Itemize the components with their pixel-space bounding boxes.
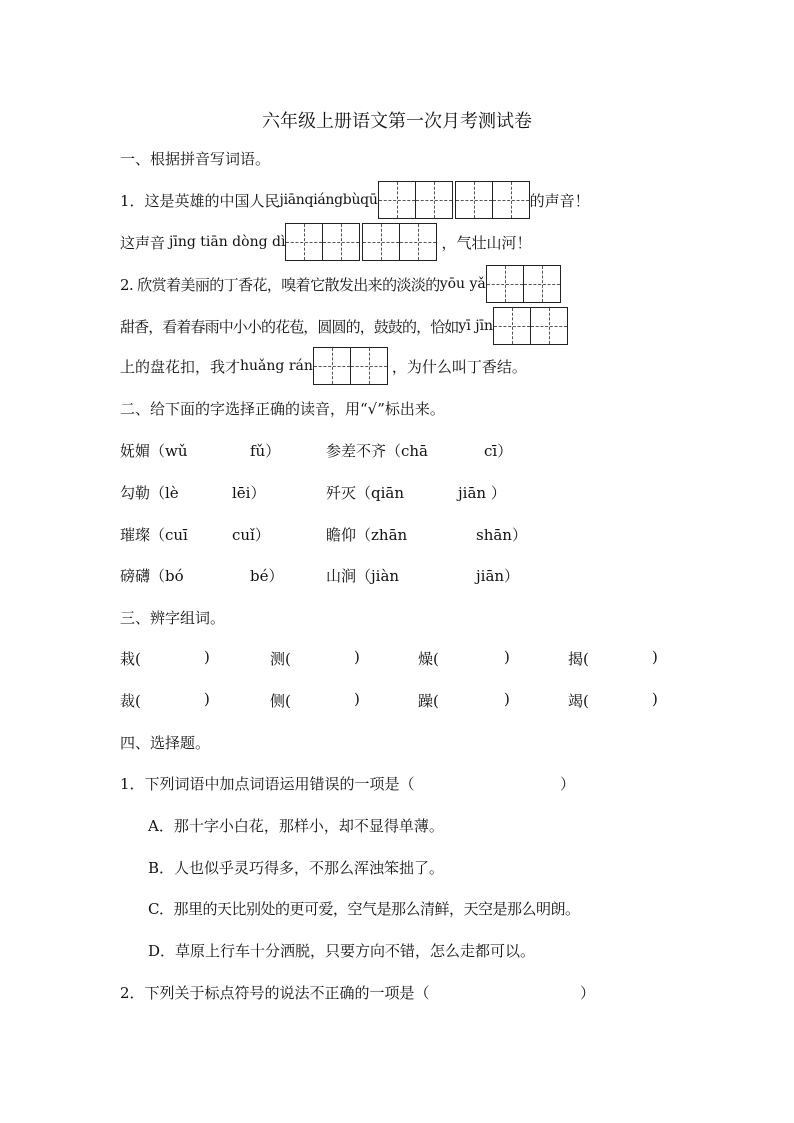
- word-group-char: 侧(: [270, 692, 291, 710]
- page-title: 六年级上册语文第一次月考测试卷: [262, 111, 532, 132]
- pron-right-opt2: jiān）: [476, 567, 520, 585]
- word-group-close[interactable]: ): [204, 690, 210, 708]
- pronunciation-row: [120, 524, 580, 548]
- q2c-answer-grid[interactable]: [313, 347, 388, 385]
- pronunciation-row: [120, 440, 580, 464]
- q1a-answer-grid-2[interactable]: [455, 181, 530, 219]
- pron-right-word: 山涧（jiàn: [326, 567, 400, 585]
- question-2-text: 2．下列关于标点符号的说法不正确的一项是（: [120, 984, 430, 1002]
- pron-right-opt2: cī）: [484, 442, 513, 460]
- writing-cell[interactable]: [492, 181, 530, 219]
- writing-cell[interactable]: [523, 265, 561, 303]
- writing-cell[interactable]: [399, 223, 437, 261]
- q2c-suffix: ，为什么叫丁香结。: [391, 357, 527, 376]
- pron-left-word: 磅礴（bó: [120, 567, 184, 585]
- writing-cell[interactable]: [530, 307, 568, 345]
- word-group-char: 竭(: [568, 692, 589, 710]
- word-group-row: [120, 690, 680, 714]
- pron-right-opt2: shān）: [476, 526, 527, 544]
- q1a-answer-grid[interactable]: [378, 181, 453, 219]
- q1a-pinyin: jiānqiángbùqū: [279, 192, 378, 208]
- q2b-answer-grid[interactable]: [493, 307, 568, 345]
- q2b-prefix: 甜香，看着春雨中小小的花苞，圆圆的，鼓鼓的，恰如: [120, 317, 459, 336]
- word-group-char: 裁(: [120, 692, 141, 710]
- pron-left-opt2: lēi）: [232, 484, 266, 502]
- word-group-close[interactable]: ): [504, 690, 510, 708]
- q2c-pinyin: huǎng rán: [240, 358, 313, 374]
- word-group-close[interactable]: ): [204, 648, 210, 666]
- q1a-prefix: 1．这是英雄的中国人民: [120, 191, 280, 210]
- pron-left-word: 璀璨（cuī: [120, 526, 188, 544]
- word-group-char: 测(: [270, 650, 291, 668]
- pronunciation-row: [120, 565, 580, 589]
- pron-left-opt2: cuǐ）: [232, 526, 270, 544]
- q2a-pinyin: yōu yǎ: [439, 276, 486, 292]
- word-group-char: 躁(: [418, 692, 439, 710]
- q2c-prefix: 上的盘花扣，我才: [120, 357, 241, 376]
- q1b-prefix: 这声音: [120, 233, 166, 252]
- q1a-suffix: 的声音！: [529, 191, 590, 210]
- q1b-answer-grid-2[interactable]: [362, 223, 437, 261]
- q1b-answer-grid[interactable]: [285, 223, 360, 261]
- word-group-char: 栽(: [120, 650, 141, 668]
- writing-cell[interactable]: [486, 265, 524, 303]
- writing-cell[interactable]: [313, 347, 351, 385]
- pron-left-opt2: bé）: [250, 567, 284, 585]
- pron-left-word: 勾勒（lè: [120, 484, 179, 502]
- question-1-answer-blank[interactable]: ）: [560, 775, 576, 793]
- option-a[interactable]: A．那十字小白花，那样小，却不显得单薄。: [148, 817, 444, 835]
- pronunciation-row: [120, 482, 580, 506]
- writing-cell[interactable]: [378, 181, 416, 219]
- q1b-pinyin: jīng tiān dòng dì: [169, 234, 286, 250]
- q1b-suffix: ，气壮山河！: [441, 233, 532, 252]
- section1-heading: 一、根据拼音写词语。: [120, 150, 271, 168]
- q2b-pinyin: yī jīn: [458, 318, 494, 334]
- question-2-answer-blank[interactable]: ）: [580, 984, 596, 1002]
- pron-left-word: 妩媚（wǔ: [120, 442, 188, 460]
- q2a-answer-grid[interactable]: [486, 265, 561, 303]
- writing-cell[interactable]: [350, 347, 388, 385]
- section2-heading: 二、给下面的字选择正确的读音，用“√”标出来。: [120, 400, 445, 418]
- word-group-row: [120, 648, 680, 672]
- question-2: [120, 982, 600, 1006]
- section1-q2-line-c: [120, 346, 527, 386]
- pron-right-opt2: jiān ）: [458, 484, 506, 502]
- section4-heading: 四、选择题。: [120, 734, 211, 752]
- section1-q1-line-a: [120, 180, 590, 220]
- word-group-close[interactable]: ): [504, 648, 510, 666]
- section1-q2-line-a: [120, 264, 561, 304]
- pron-right-word: 参差不齐（chā: [326, 442, 429, 460]
- word-group-char: 揭(: [568, 650, 589, 668]
- word-group-close[interactable]: ): [354, 648, 360, 666]
- word-group-close[interactable]: ): [354, 690, 360, 708]
- writing-cell[interactable]: [362, 223, 400, 261]
- option-d[interactable]: D．草原上行车十分洒脱，只要方向不错，怎么走都可以。: [148, 942, 536, 960]
- question-1: [120, 773, 600, 797]
- writing-cell[interactable]: [322, 223, 360, 261]
- section1-q1-line-b: [120, 222, 531, 262]
- section3-heading: 三、辨字组词。: [120, 609, 226, 627]
- pron-left-opt2: fǔ）: [250, 442, 281, 460]
- word-group-close[interactable]: ): [652, 690, 658, 708]
- option-c[interactable]: C．那里的天比别处的更可爱，空气是那么清鲜，天空是那么明朗。: [148, 900, 580, 918]
- section1-q2-line-b: [120, 306, 568, 346]
- writing-cell[interactable]: [493, 307, 531, 345]
- word-group-char: 燥(: [418, 650, 439, 668]
- writing-cell[interactable]: [415, 181, 453, 219]
- pron-right-word: 歼灭（qiān: [326, 484, 405, 502]
- question-1-text: 1．下列词语中加点词语运用错误的一项是（: [120, 775, 415, 793]
- word-group-close[interactable]: ): [652, 648, 658, 666]
- writing-cell[interactable]: [285, 223, 323, 261]
- writing-cell[interactable]: [455, 181, 493, 219]
- q2a-prefix: 2. 欣赏着美丽的丁香花，嗅着它散发出来的淡淡的: [120, 275, 440, 294]
- pron-right-word: 瞻仰（zhān: [326, 526, 408, 544]
- option-b[interactable]: B．人也似乎灵巧得多，不那么浑浊笨拙了。: [148, 859, 445, 877]
